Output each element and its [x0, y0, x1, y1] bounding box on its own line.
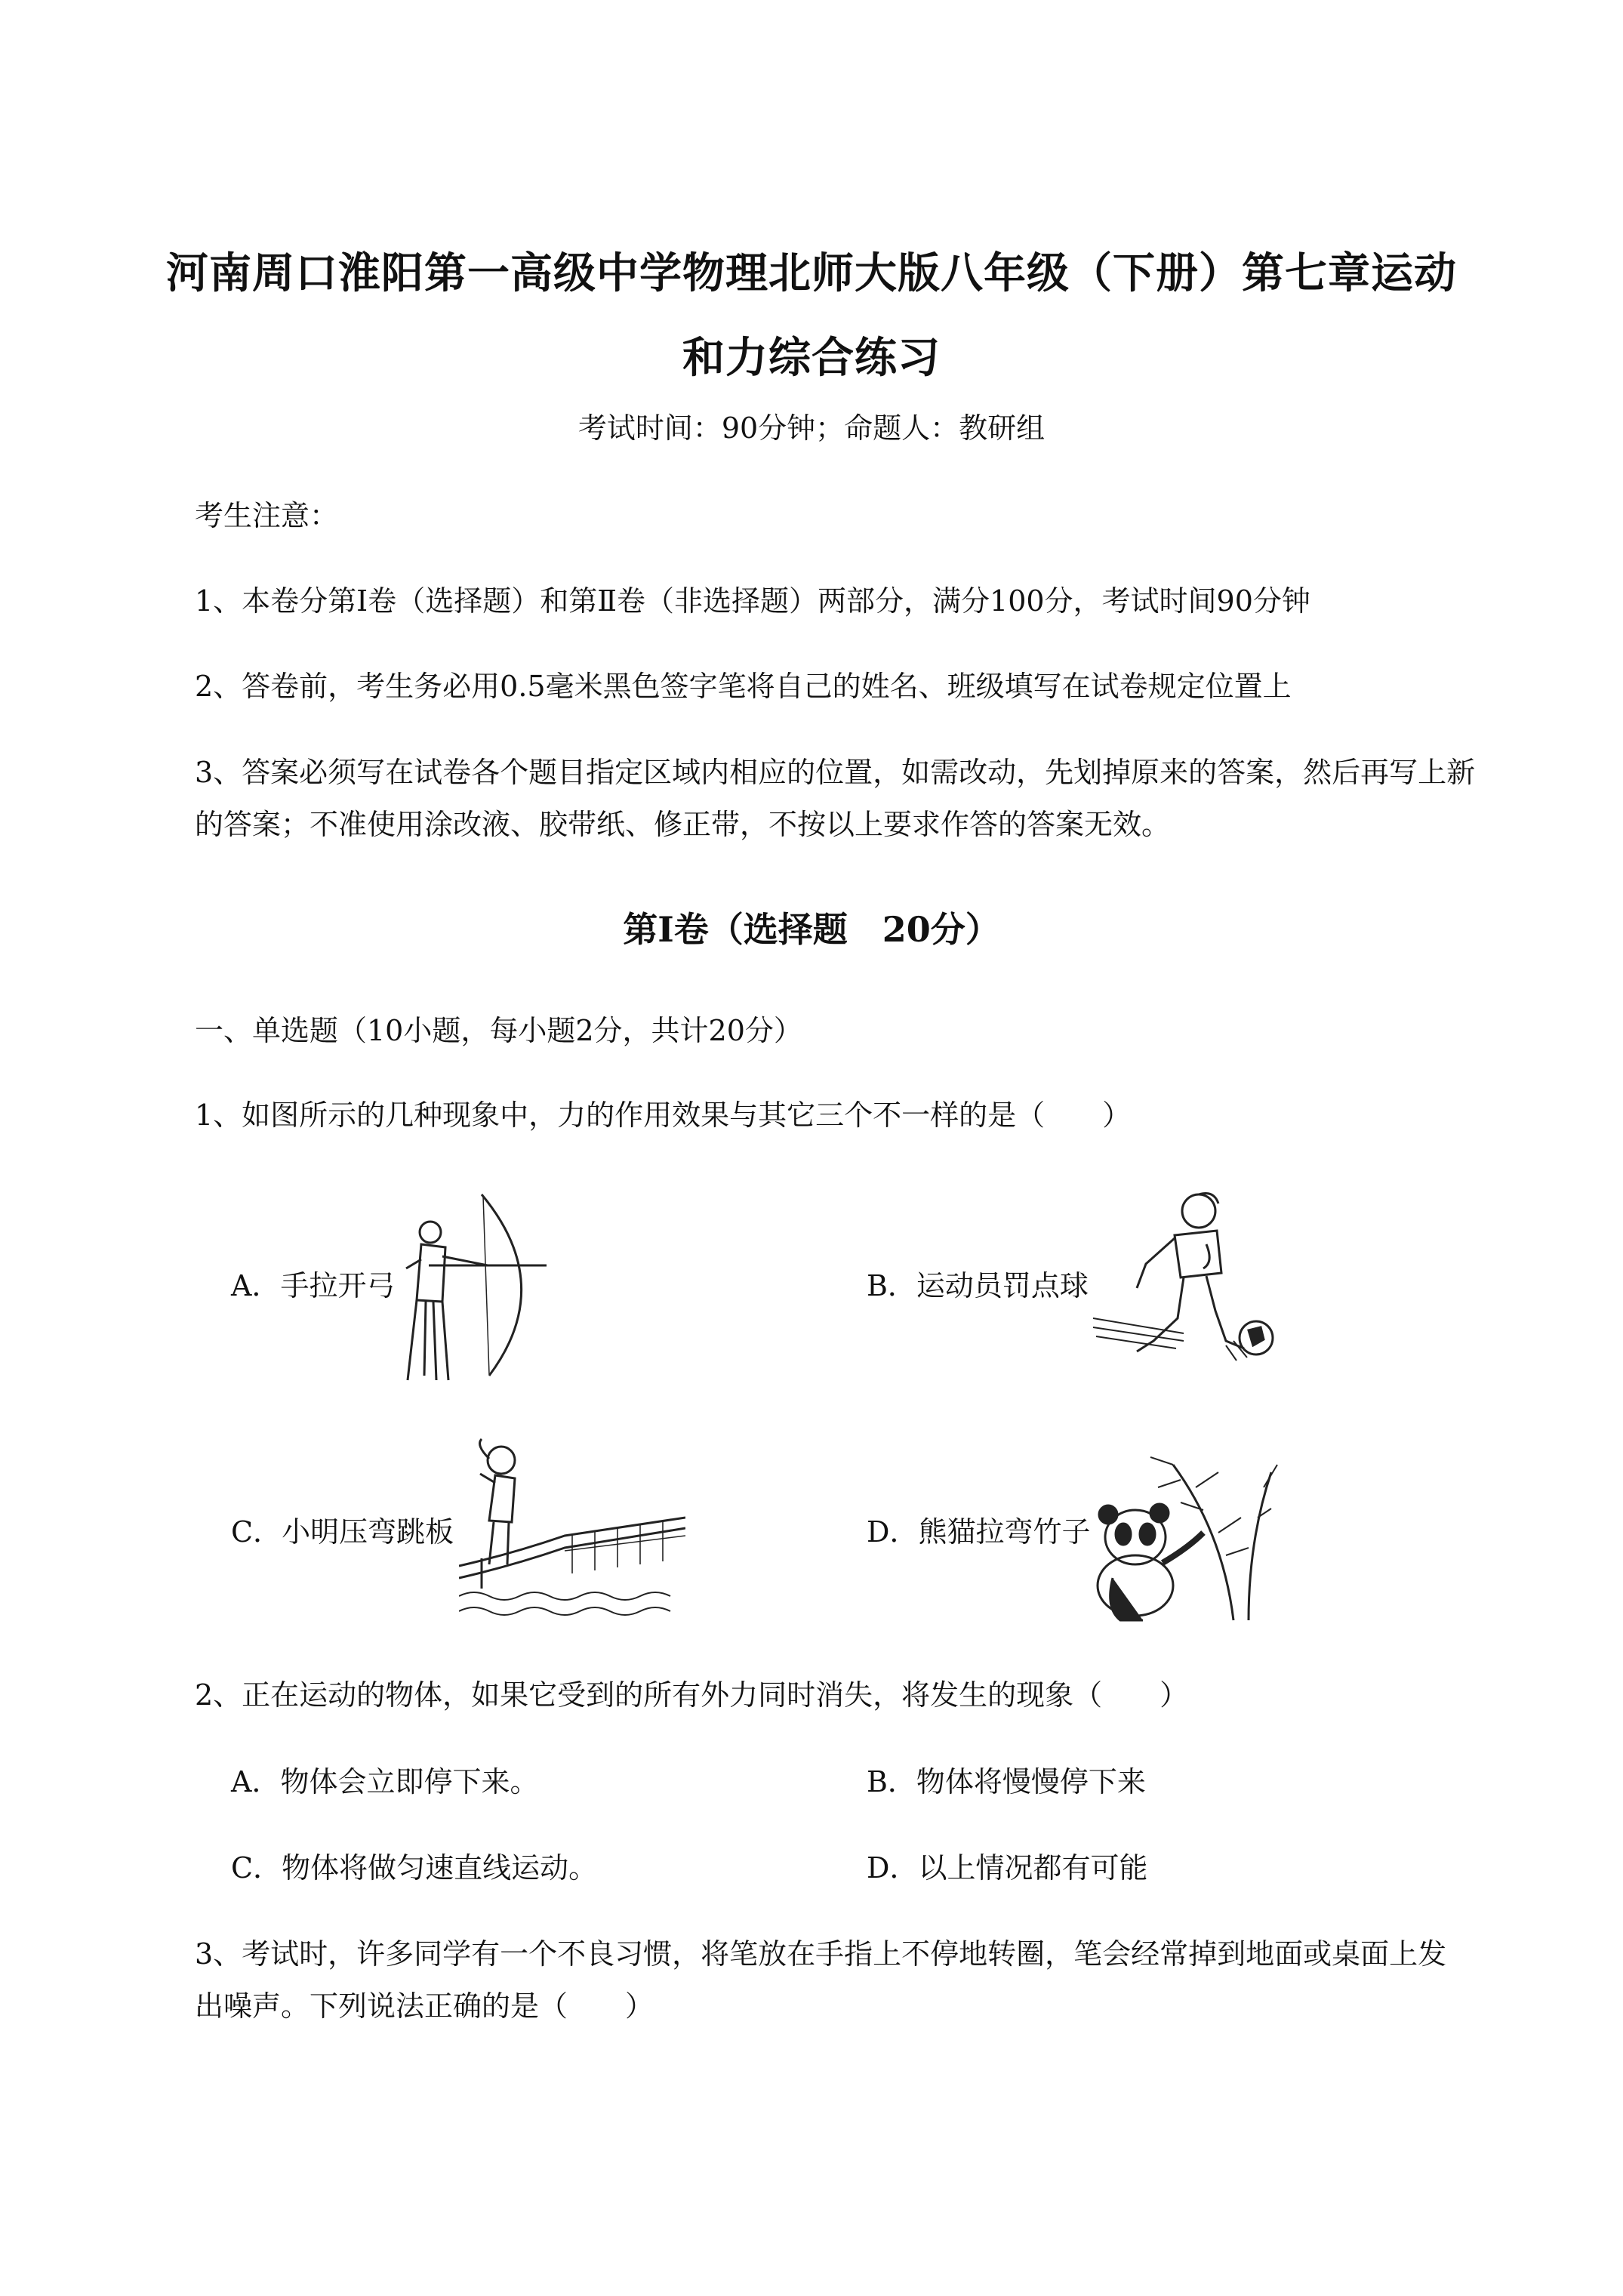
panda-bamboo-illustration [1090, 1442, 1279, 1623]
question-1-option-d: D．熊猫拉弯竹子 [867, 1515, 1091, 1549]
notice-item-1: 1、本卷分第I卷（选择题）和第Ⅱ卷（非选择题）两部分，满分100分，考试时间90分钟 [195, 584, 1310, 618]
question-1-option-a: A．手拉开弓 [231, 1269, 396, 1302]
question-1-option-c: C．小明压弯跳板 [231, 1515, 454, 1549]
question-2-stem: 2、正在运动的物体，如果它受到的所有外力同时消失，将发生的现象（ ） [195, 1678, 1189, 1712]
exam-meta: 考试时间：90分钟；命题人：教研组 [577, 411, 1046, 445]
soccer-kick-illustration [1093, 1190, 1282, 1371]
page-title-line1: 河南周口淮阳第一高级中学物理北师大版八年级（下册）第七章运动 [166, 248, 1457, 298]
notice-heading: 考生注意： [195, 499, 339, 532]
notice-item-3-cont: 的答案；不准使用涂改液、胶带纸、修正带，不按以上要求作答的答案无效。 [195, 808, 1171, 841]
page-title-line2: 和力综合练习 [682, 333, 941, 383]
question-2-option-b: B．物体将慢慢停下来 [867, 1765, 1146, 1798]
question-2-option-d: D．以上情况都有可能 [867, 1851, 1148, 1885]
question-2-option-c: C．物体将做匀速直线运动。 [231, 1851, 598, 1885]
section-title: 第I卷（选择题 20分） [623, 909, 1000, 950]
question-1-stem: 1、如图所示的几种现象中，力的作用效果与其它三个不一样的是（ ） [195, 1099, 1132, 1132]
part-heading: 一、单选题（10小题，每小题2分，共计20分） [195, 1014, 802, 1047]
notice-item-2: 2、答卷前，考生务必用0.5毫米黑色签字笔将自己的姓名、班级填写在试卷规定位置上 [195, 670, 1292, 703]
notice-item-3: 3、答案必须写在试卷各个题目指定区域内相应的位置，如需改动，先划掉原来的答案，然后再写上新 [195, 756, 1476, 789]
question-1-option-b: B．运动员罚点球 [867, 1269, 1089, 1302]
diving-board-illustration [459, 1438, 685, 1619]
question-3-stem-line2: 出噪声。下列说法正确的是（ ） [195, 1989, 654, 2023]
question-2-option-a: A．物体会立即停下来。 [231, 1765, 539, 1798]
archer-illustration [399, 1187, 550, 1383]
question-3-stem-line1: 3、考试时，许多同学有一个不良习惯，将笔放在手指上不停地转圈，笔会经常掉到地面或桌面上发 [195, 1937, 1447, 1971]
